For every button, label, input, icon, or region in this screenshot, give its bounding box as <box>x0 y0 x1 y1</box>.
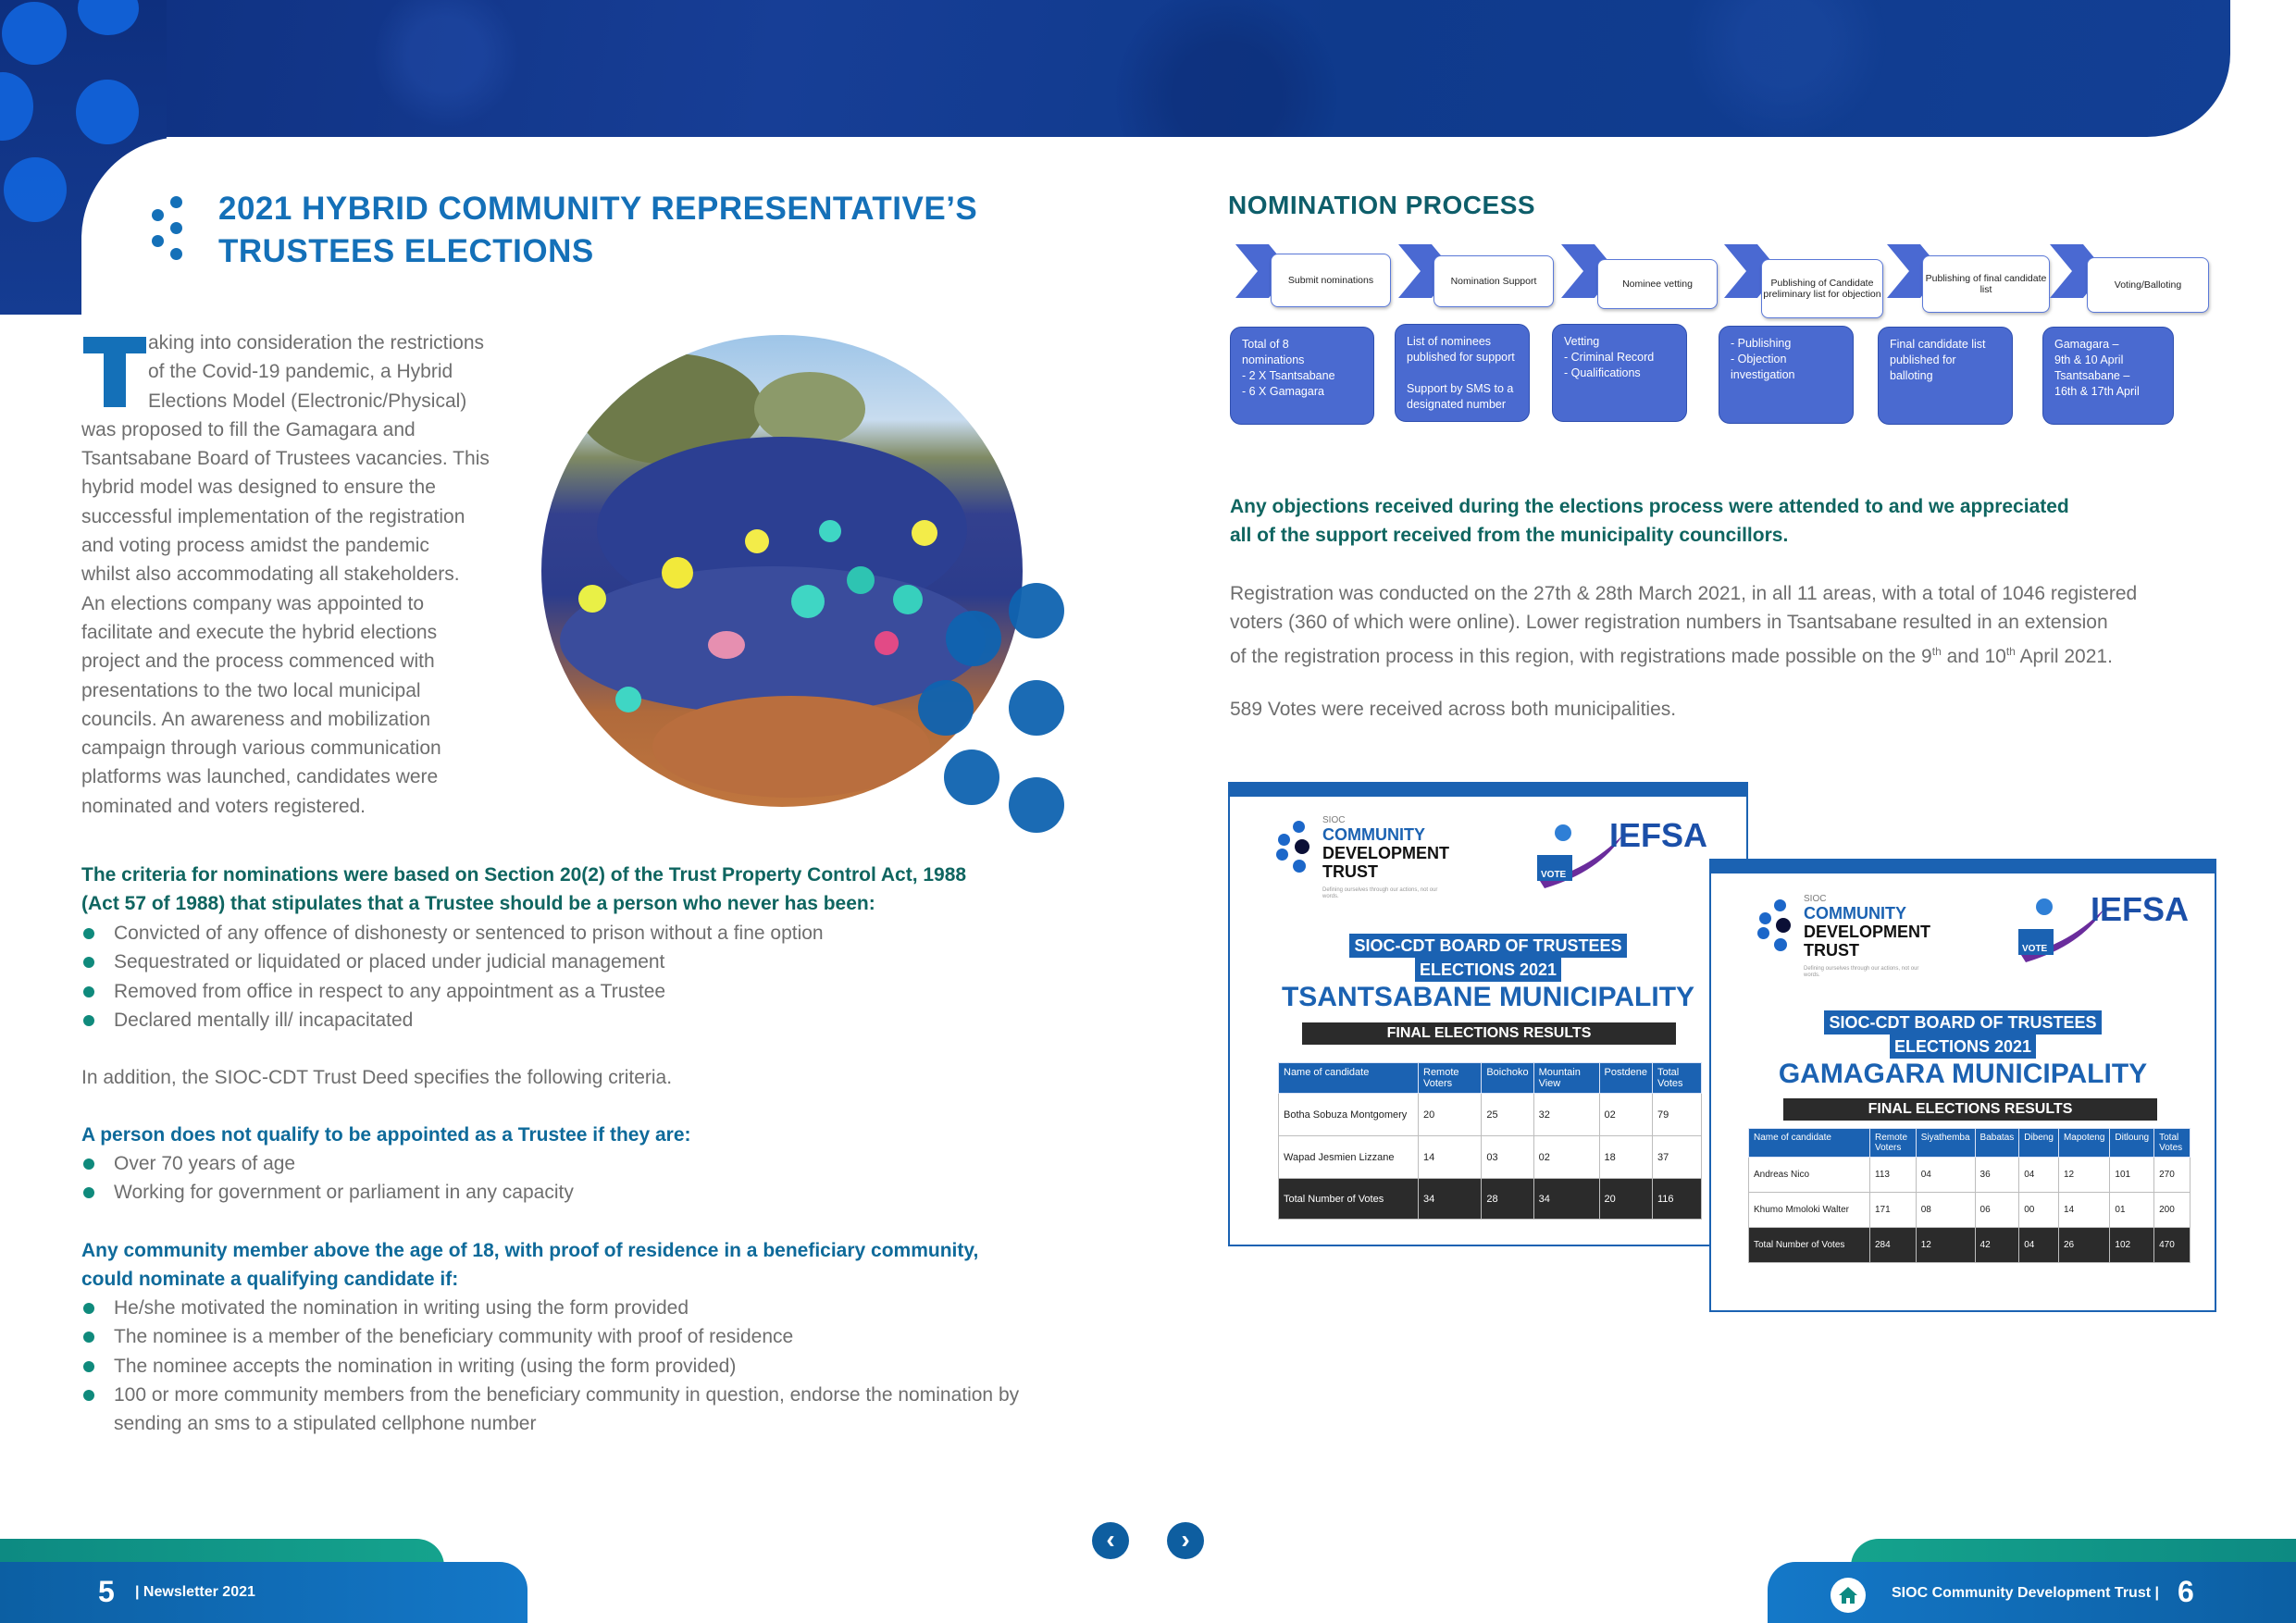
iefsa-logo: VOTE IEFSA <box>2017 890 2211 973</box>
criteria-list <box>81 919 1099 1035</box>
results-card-gamagara <box>1709 859 2216 1312</box>
step-1-box: Total of 8 nominations - 2 X Tsantsabane - 6 X Gamagara <box>1230 327 1374 425</box>
photo-deco-dot <box>1009 777 1064 833</box>
list-item: Sequestrated or liquidated or placed under judicial management <box>81 948 1099 976</box>
step-6-box: Gamagara – 9th & 10 April Tsantsabane – 16th & 17th April <box>2042 327 2174 425</box>
prev-page-button[interactable]: ‹ <box>1092 1522 1129 1559</box>
intro-line: councils. An awareness and mobilization <box>81 708 431 730</box>
votes-text: 589 Votes were received across both municipalities. <box>1230 699 1677 720</box>
results-card-tsantsabane <box>1228 782 1748 1246</box>
process-title: NOMINATION PROCESS <box>1228 191 1536 219</box>
photo-deco-dot <box>1009 583 1064 638</box>
list-item: 100 or more community members from the beneficiary community in question, endorse the nomination by sending an sms to a stipulated cellphone number <box>81 1381 1025 1439</box>
criteria-heading: The criteria for nominations were based on Section 20(2) of the Trust Property Control Act, 1988 (Act 57 of 1988) that stipulates that a Trustee should be a person who never has been: <box>81 864 967 915</box>
final-results-banner: FINAL ELECTIONS RESULTS <box>1302 1022 1676 1045</box>
community-group-photo <box>541 335 1023 807</box>
table-total-row: Total Number of Votes 34 28 34 20 116 <box>1279 1179 1702 1220</box>
results-table: Name of candidate Remote Voters Siyathemba Babatas Dibeng Mapoteng Ditloung Total Votes Andreas Nico 113 04 36 04 12 101 270 Khumo Mmoloki Walter 171 08 06 00 14 01 200 Total Number of Votes 284 12 42 04 26 102 470 <box>1748 1128 2191 1263</box>
list-item: Convicted of any offence of dishonesty or sentenced to prison without a fine option <box>81 919 1099 948</box>
right-page-number: 6 <box>2178 1575 2194 1608</box>
table-row: Wapad Jesmien Lizzane 14 03 02 18 37 <box>1279 1136 1702 1179</box>
step-3-box: Vetting - Criminal Record - Qualifications <box>1552 324 1687 422</box>
registration-text: Registration was conducted on the 27th & 28th March 2021, in all 11 areas, with a total of 1046 registered voters (360 of which were online). Lower registration numbers in Tsantsabane resulted in an extension of the registration process in this region, with registrations made possible on the 9th and 10th April 2021. <box>1230 583 2138 667</box>
disqualify-heading: A person does not qualify to be appointed as a Trustee if they are: <box>81 1124 691 1146</box>
intro-line: facilitate and execute the hybrid elections <box>81 621 438 643</box>
list-item: The nominee is a member of the beneficiary community with proof of residence <box>81 1322 1025 1351</box>
step-4-box: - Publishing - Objection investigation <box>1719 326 1854 424</box>
step-6-head: Voting/Balloting <box>2087 257 2209 313</box>
step-5-box: Final candidate list published for balloting <box>1878 327 2013 425</box>
sioc-logo: SIOC COMMUNITY DEVELOPMENT TRUST Defining ourselves through our actions, not our words. <box>1757 899 1942 992</box>
step-5-head: Publishing of final candidate list <box>1922 255 2050 313</box>
intro-line: An elections company was appointed to <box>81 592 425 614</box>
intro-line: campaign through various communication <box>81 737 441 760</box>
next-page-button[interactable]: › <box>1167 1522 1204 1559</box>
page-title-line-2: TRUSTEES ELECTIONS <box>218 233 594 269</box>
intro-line: aking into consideration the restrictions <box>148 332 485 353</box>
qualify-list <box>81 1294 1025 1438</box>
intro-line: whilst also accommodating all stakeholders. <box>81 564 460 586</box>
title-dots-icon <box>146 196 192 261</box>
left-page-number: 5 <box>98 1575 115 1608</box>
board-title: SIOC-CDT BOARD OF TRUSTEES ELECTIONS 2021 <box>1711 1010 2215 1059</box>
step-2-box: List of nominees published for support Support by SMS to a designated number <box>1395 324 1530 422</box>
municipality-name: TSANTSABANE MUNICIPALITY <box>1281 982 1695 1012</box>
card-top-bar <box>1230 784 1746 797</box>
intro-paragraph <box>81 328 563 821</box>
final-results-banner: FINAL ELECTIONS RESULTS <box>1783 1098 2157 1121</box>
home-icon[interactable] <box>1831 1578 1866 1613</box>
intro-line: presentations to the two local municipal <box>81 679 421 701</box>
disqualify-list <box>81 1149 1099 1208</box>
step-4-head: Publishing of Candidate preliminary list for objection <box>1761 259 1883 318</box>
step-3-head: Nominee vetting <box>1597 259 1718 309</box>
intro-line: of the Covid-19 pandemic, a Hybrid <box>148 361 453 383</box>
page-title-line-1: 2021 HYBRID COMMUNITY REPRESENTATIVE’S <box>218 191 978 227</box>
list-item: He/she motivated the nomination in writing using the form provided <box>81 1294 1025 1322</box>
list-item: Over 70 years of age <box>81 1149 1099 1178</box>
qualify-heading: Any community member above the age of 18, with proof of residence in a beneficiary community, could nominate a qualifying candidate if: <box>81 1240 979 1291</box>
results-table: Name of candidate Remote Voters Boichoko Mountain View Postdene Total Votes Botha Sobuza Montgomery 20 25 32 02 79 Wapad Jesmien Lizzane 14 03 02 18 37 Total Number of Votes 34 28 34 20 116 <box>1278 1062 1702 1220</box>
banner-texture <box>0 0 2230 137</box>
photo-deco-dot <box>1009 680 1064 736</box>
list-item: Removed from office in respect to any appointment as a Trustee <box>81 977 1099 1006</box>
footer-left-bar <box>0 1562 527 1623</box>
table-row: Andreas Nico 113 04 36 04 12 101 270 <box>1749 1158 2191 1193</box>
sioc-logo: SIOC COMMUNITY DEVELOPMENT TRUST Defining ourselves through our actions, not our words. <box>1276 821 1461 913</box>
objections-text: Any objections received during the elections process were attended to and we appreciated all of the support received from the municipality councillors. <box>1230 496 2069 547</box>
intro-line: platforms was launched, candidates were <box>81 766 439 788</box>
trust-label: SIOC Community Development Trust | <box>1892 1585 2159 1601</box>
deco-dot <box>4 157 67 222</box>
page-title <box>218 188 1051 273</box>
step-2-head: Nomination Support <box>1433 255 1554 307</box>
intro-line: nominated and voters registered. <box>81 795 366 817</box>
table-row: Botha Sobuza Montgomery 20 25 32 02 79 <box>1279 1094 1702 1136</box>
intro-line: project and the process commenced with <box>81 650 435 673</box>
list-item: The nominee accepts the nomination in writing (using the form provided) <box>81 1352 1025 1381</box>
iefsa-logo: VOTE IEFSA <box>1535 816 1730 899</box>
intro-line: and voting process amidst the pandemic <box>81 535 429 557</box>
table-total-row: Total Number of Votes 284 12 42 04 26 102 470 <box>1749 1228 2191 1263</box>
list-item: Declared mentally ill/ incapacitated <box>81 1006 1099 1035</box>
step-1-head: Submit nominations <box>1271 254 1391 307</box>
photo-deco-dot <box>946 611 1001 666</box>
table-row: Khumo Mmoloki Walter 171 08 06 00 14 01 200 <box>1749 1193 2191 1228</box>
photo-deco-dot <box>918 680 974 736</box>
intro-line: was proposed to fill the Gamagara and <box>81 418 416 440</box>
board-title: SIOC-CDT BOARD OF TRUSTEES ELECTIONS 2021 <box>1230 934 1746 982</box>
intro-line: successful implementation of the registration <box>81 505 465 527</box>
addition-text: In addition, the SIOC-CDT Trust Deed specifies the following criteria. <box>81 1067 673 1088</box>
municipality-name: GAMAGARA MUNICIPALITY <box>1778 1059 2148 1089</box>
deco-dot <box>76 80 139 144</box>
intro-line: Tsantsabane Board of Trustees vacancies. This <box>81 448 490 470</box>
deco-dot <box>2 2 67 65</box>
card-top-bar <box>1711 861 2215 873</box>
intro-line: hybrid model was designed to ensure the <box>81 477 436 499</box>
list-item: Working for government or parliament in any capacity <box>81 1178 1099 1207</box>
intro-line: Elections Model (Electronic/Physical) <box>148 390 467 412</box>
photo-deco-dot <box>944 750 999 805</box>
newsletter-label: | Newsletter 2021 <box>135 1584 255 1600</box>
